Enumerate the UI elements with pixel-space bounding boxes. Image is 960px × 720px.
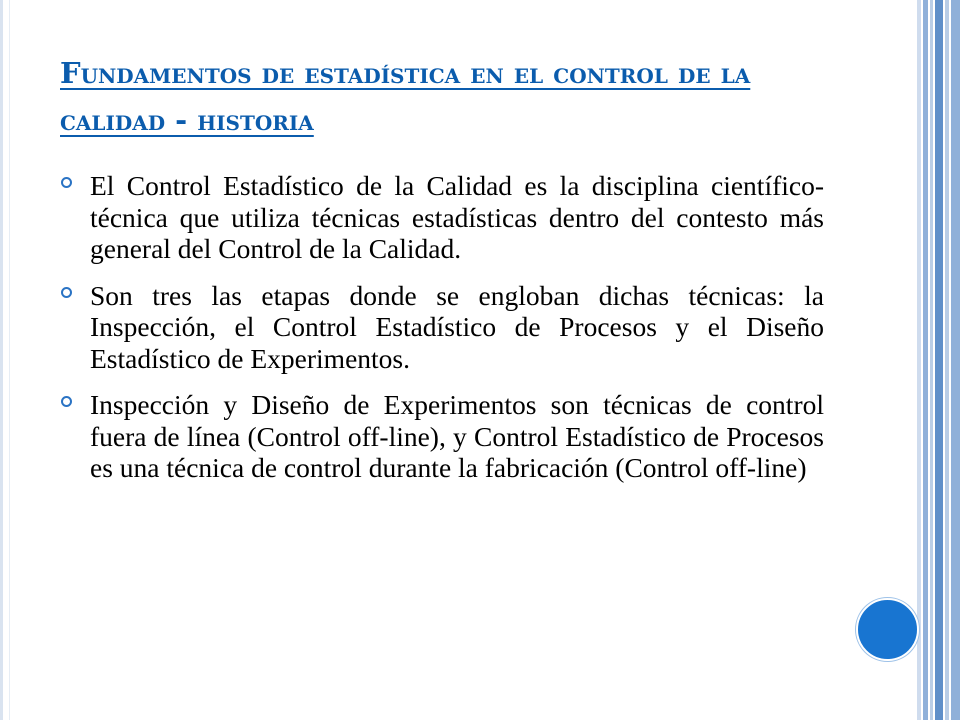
bullet-circle-icon — [61, 177, 72, 188]
side-bar — [923, 0, 928, 720]
right-decorative-bars — [917, 0, 960, 720]
bullet-item — [60, 389, 824, 484]
side-bar — [945, 0, 949, 720]
slide-title: Fundamentos de estadística en el control de la calidad - historia — [60, 56, 751, 137]
side-bar — [930, 0, 933, 720]
side-bar — [935, 0, 943, 720]
side-bar — [917, 0, 921, 720]
left-edge-line — [0, 0, 10, 720]
bullet-circle-icon — [61, 287, 72, 298]
bullet-text: Son tres las etapas donde se engloban dichas técnicas: la Inspección, el Control Estadístico de Procesos y el Diseño Estadístico de Experimentos. — [90, 279, 824, 374]
accent-circle — [856, 598, 919, 661]
bullet-item — [60, 280, 824, 375]
bullet-text: El Control Estadístico de la Calidad es la disciplina científico-técnica que utiliza técnicas estadísticas dentro del contesto más general del Control de la Calidad. — [90, 170, 824, 264]
side-bar — [951, 0, 960, 720]
bullet-item — [60, 170, 824, 265]
bullet-circle-icon — [61, 396, 72, 407]
bullet-list — [60, 170, 824, 499]
bullet-text: Inspección y Diseño de Experimentos son técnicas de control fuera de línea (Control off-line), y Control Estadístico de Procesos es una técnica de control durante la fabricación (Control off-line) — [90, 389, 824, 483]
